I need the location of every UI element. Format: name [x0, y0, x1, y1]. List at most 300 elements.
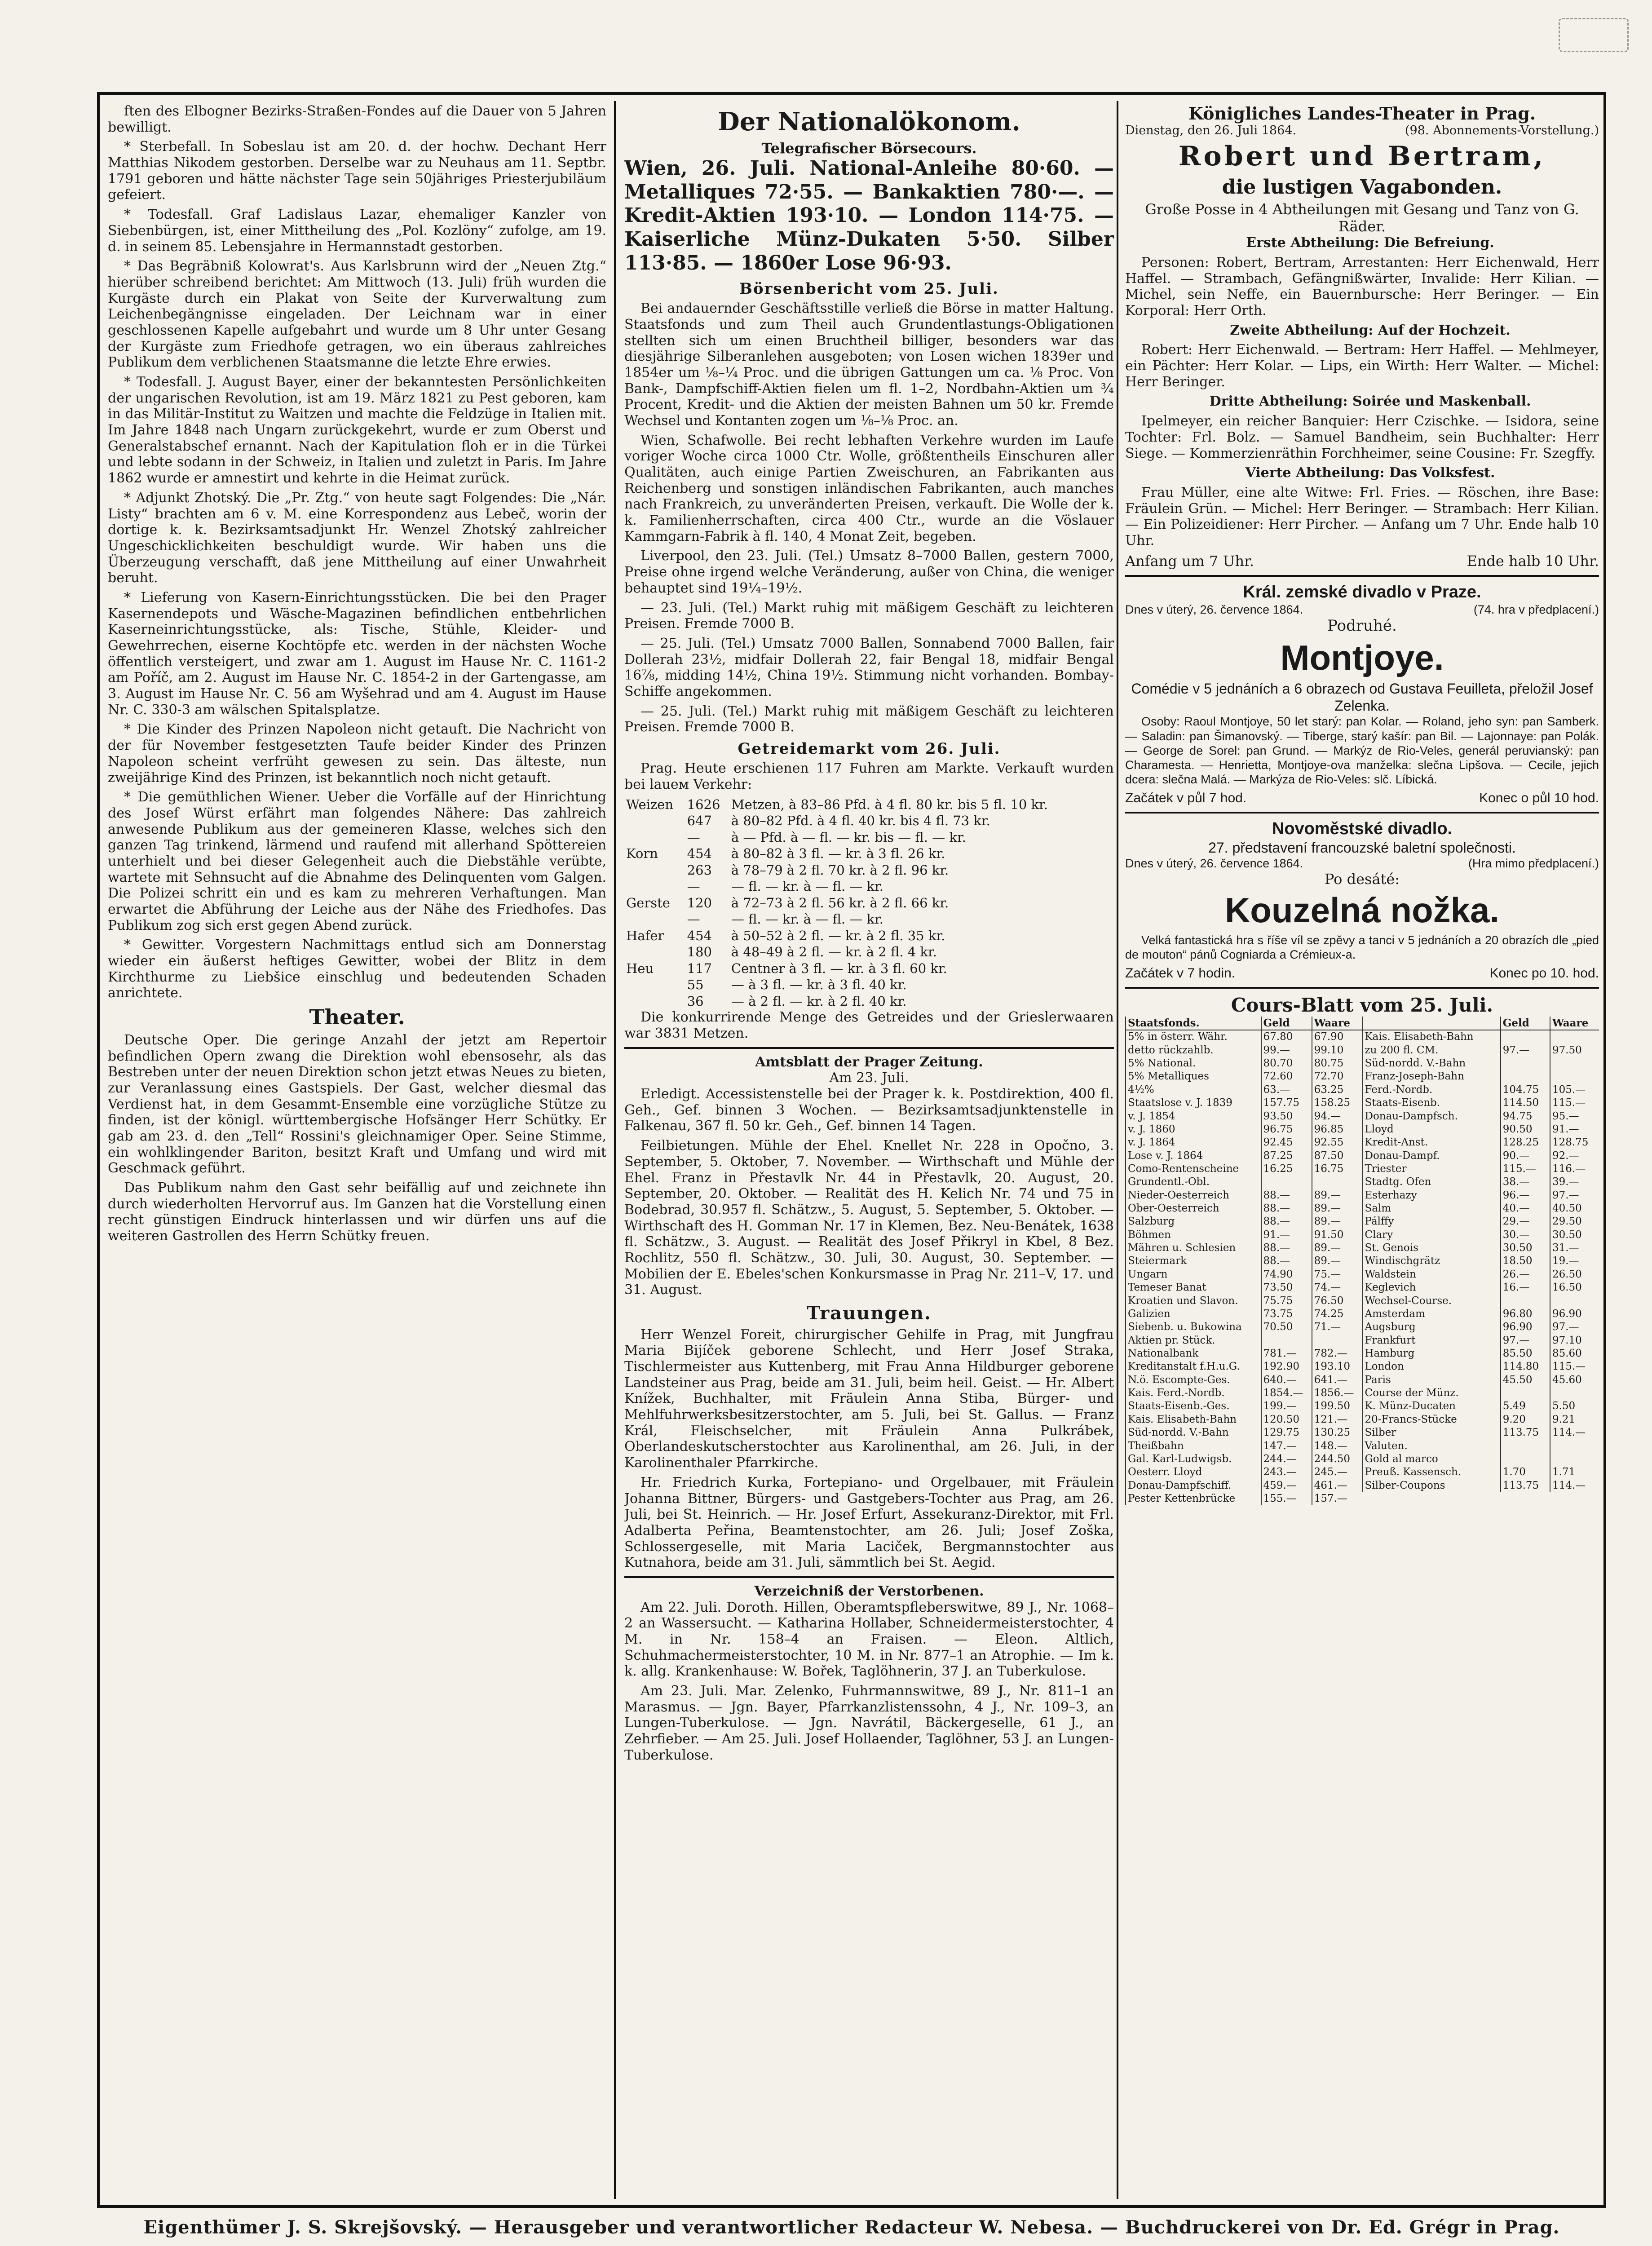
- table-cell: 16.25: [1261, 1163, 1312, 1176]
- table-cell: Donau-Dampfsch.: [1363, 1110, 1501, 1123]
- table-row: [1363, 1413, 1599, 1426]
- news-paragraph: * Todesfall. Graf Ladislaus Lazar, ehemaliger Kanzler von Siebenbürgen, ist, einer Mittheilung des „Pol. Kozlöny“ zufolge, am 19. d. in seinem 85. Lebensjahre in Hermannstadt gestorben.: [108, 207, 606, 255]
- table-cell: 16.50: [1550, 1281, 1599, 1294]
- table-cell: [1501, 1387, 1550, 1400]
- theater2-date: Dnes v úterý, 26. července 1864.: [1125, 602, 1303, 616]
- table-cell: Kais. Elisabeth-Bahn: [1126, 1413, 1261, 1426]
- table-cell: [1501, 1070, 1550, 1083]
- table-row: [1126, 1030, 1362, 1043]
- table-cell: 75.75: [1261, 1295, 1312, 1308]
- table-row: [1363, 1110, 1599, 1123]
- table-row: [624, 928, 1114, 944]
- table-cell: 129.75: [1261, 1426, 1312, 1439]
- table-cell: 30.50: [1501, 1242, 1550, 1255]
- column-1: [108, 103, 606, 1248]
- table-row: [1363, 1400, 1599, 1413]
- table-cell: Triester: [1363, 1163, 1501, 1176]
- table-cell: Lose v. J. 1864: [1126, 1150, 1261, 1163]
- table-row: [1126, 1347, 1362, 1360]
- table-cell: K. Münz-Ducaten: [1363, 1400, 1501, 1413]
- trauungen-paragraph: Hr. Friedrich Kurka, Fortepiano- und Orgelbauer, mit Fräulein Johanna Bittner, Bürgers- und Gastgebers-Tochter aus Prag, am 26. Juli, bei St. Heinrich. — Hr. Josef Erfurt, Assekuranz-Direktor, mit Frl. Adalberta Peřina, Beamtenstochter, am 26. Juli; Josef Zoška, Schlossergeselle, mit Maria Laciček, Bergmannstochter aus Kutnahora, beide am 31. Juli, sämmtlich bei St. Aegid.: [624, 1474, 1114, 1571]
- table-row: [1363, 1176, 1599, 1189]
- kurs-tables: [1125, 1017, 1599, 1505]
- theater-heading: Theater.: [309, 1005, 405, 1030]
- table-cell: 9.20: [1501, 1413, 1550, 1426]
- table-cell: 193.10: [1312, 1360, 1362, 1373]
- theater1-title: Robert und Bertram,: [1178, 141, 1546, 172]
- theater3-start: Začátek v 7 hodin.: [1125, 966, 1236, 981]
- table-cell: Wechsel-Course.: [1363, 1295, 1501, 1308]
- table-cell: 97.—: [1550, 1189, 1599, 1202]
- table-row: [1126, 1360, 1362, 1373]
- table-cell: 454: [687, 928, 712, 943]
- column-rule-2: [1117, 101, 1118, 2199]
- table-row: [1126, 1453, 1362, 1466]
- amtsblatt-paragraph: Erledigt. Accessistenstelle bei der Prager k. k. Postdirektion, 400 fl. Geh., Gef. binnen 3 Wochen. — Bezirksamtsadjunktenstelle in Falkenau, 367 fl. 50 kr. Geh., Gef. binnen 14 Tagen.: [624, 1086, 1114, 1134]
- table-row: [1363, 1189, 1599, 1202]
- table-cell: 29.—: [1501, 1215, 1550, 1228]
- table-cell: Metzen, à 83–86 Pfd. à 4 fl. 80 kr. bis 5 fl. 10 kr.: [731, 796, 1048, 812]
- theater1-body: Robert: Herr Eichenwald. — Bertram: Herr Haffel. — Mehlmeyer, ein Pächter: Herr Kolar. — Lips, ein Wirth: Herr Walter. — Michel: Herr Beringer.: [1125, 342, 1599, 390]
- theater2-start: Začátek v půl 7 hod.: [1125, 791, 1247, 806]
- theater3-body: Velká fantastická hra s říše víl se zpěvy a tanci v 5 jednáních a 20 obrazích dle „pied de mouton“ pánů Cogniarda a Crémieux-a.: [1125, 933, 1599, 962]
- table-cell: 45.50: [1501, 1374, 1550, 1387]
- table-cell: Donau-Dampfschiff.: [1126, 1479, 1261, 1492]
- table-row: [624, 895, 1114, 911]
- table-cell: 114.80: [1501, 1360, 1550, 1373]
- table-cell: Hamburg: [1363, 1347, 1501, 1360]
- table-cell: Korn: [626, 846, 658, 862]
- table-cell: Keglevich: [1363, 1281, 1501, 1294]
- table-cell: 155.—: [1261, 1492, 1312, 1505]
- table-cell: 92.—: [1550, 1150, 1599, 1163]
- table-cell: — à 3 fl. — kr. à 3 fl. 40 kr.: [731, 977, 907, 993]
- table-row: [1363, 1150, 1599, 1163]
- table-cell: 147.—: [1261, 1440, 1312, 1453]
- kurs-col-header: Waare: [1312, 1017, 1362, 1030]
- table-row: [1363, 1426, 1599, 1439]
- table-cell: 76.50: [1312, 1295, 1362, 1308]
- table-row: [1126, 1110, 1362, 1123]
- table-row: [1363, 1044, 1599, 1057]
- table-cell: 180: [687, 944, 712, 960]
- table-cell: 89.—: [1312, 1202, 1362, 1215]
- table-cell: Nieder-Oesterreich: [1126, 1189, 1261, 1202]
- table-cell: 99.10: [1312, 1044, 1362, 1057]
- table-row: [1363, 1215, 1599, 1228]
- table-cell: Salzburg: [1126, 1215, 1261, 1228]
- kurs-table-left: [1125, 1017, 1362, 1505]
- table-row: [1126, 1400, 1362, 1413]
- library-stamp: [1559, 18, 1629, 52]
- table-cell: Clary: [1363, 1229, 1501, 1242]
- theater2-cast: Osoby: Raoul Montjoye, 50 let starý: pan Kolar. — Roland, jeho syn: pan Samberk. — Saladin: pan Šimanovský. — Tiberge, starý kašír: pan Bil. — Lajonnaye: pan Polák. — George de Sorel: pan Grund. — Markýz de Rio-Veles, generál peruvianský: pan Charamesta. — Henrietta, Montjoye-ova manželka: slečna Lipšova. — Cecile, jejich dcera: slečna Malá. — Markýza de Rio-Veles: slč. Líbická.: [1125, 715, 1599, 786]
- amtsblatt-date: Am 23. Juli.: [829, 1070, 909, 1086]
- table-row: [1363, 1057, 1599, 1070]
- table-row: [1126, 1229, 1362, 1242]
- table-cell: 26.50: [1550, 1268, 1599, 1281]
- table-row: [624, 829, 1114, 846]
- vienna-quote: Wien, 26. Juli. National-Anleihe 80·60. — Metalliques 72·55. — Bankaktien 780·—. — Kredit-Aktien 193·10. — London 114·75. — Kaiserliche Münz-Dukaten 5·50. Silber 113·85. — 1860er Lose 96·93.: [624, 156, 1114, 274]
- table-cell: 117: [687, 960, 712, 976]
- verstorbene-heading: Verzeichniß der Verstorbenen.: [754, 1583, 984, 1599]
- table-row: [1363, 1360, 1599, 1373]
- table-cell: 36: [687, 993, 704, 1009]
- table-cell: 104.75: [1501, 1083, 1550, 1096]
- table-cell: [1501, 1030, 1550, 1043]
- table-cell: [1550, 1440, 1599, 1453]
- table-cell: Süd-nordd. V.-Bahn: [1363, 1057, 1501, 1070]
- trauungen-paragraph: Herr Wenzel Foreit, chirurgischer Gehilfe in Prag, mit Jungfrau Maria Bijíček geborene Schlecht, und Herr Josef Straka, Tischlermeister aus Kuttenberg, mit Frau Anna Hildburger geborene Landsteiner aus Prag, beide am 31. Juli, beim heil. Geist. — Hr. Albert Knížek, Buchhalter, mit Fräulein Anna Stiba, Bürger- und Mehlfuhrwerksbesitzerstochter, am 5. Juli, bei St. Gallus. — Franz Král, Fleischselcher, mit Fräulein Anna Pulkrábek, Oberlandeskutscherstochter aus Karolinenthal, am 26. Juli, in der Karolinenthaler Pfarrkirche.: [624, 1326, 1114, 1471]
- table-cell: 99.—: [1261, 1044, 1312, 1057]
- table-cell: 63.—: [1261, 1083, 1312, 1096]
- table-cell: 97.10: [1550, 1334, 1599, 1347]
- news-paragraph: * Todesfall. J. August Bayer, einer der bekanntesten Persönlichkeiten der ungarischen Revolution, ist am 19. März 1821 zu Pest geboren, kam in das Militär-Institut zu Waitzen und machte die Feldzüge in Italien mit. Im Jahre 1848 nach Ungarn zurückgekehrt, wurde er zum Oberst und Generalstabschef ernannt. Nach der Kapitulation floh er in die Türkei und lebte sodann in der Schweiz, in Italien und zuletzt in Paris. Im Jahre 1862 wurde er amnestirt und kehrte in die Heimat zurück.: [108, 374, 606, 486]
- table-cell: 31.—: [1550, 1242, 1599, 1255]
- table-cell: Ungarn: [1126, 1268, 1261, 1281]
- news-paragraph: * Das Begräbniß Kolowrat's. Aus Karlsbrunn wird der „Neuen Ztg.“ hierüber schreibend berichtet: Am Mittwoch (13. Juli) früh wurden die Kurgäste durch ein Plakat von Seite der Kurverwaltung zum Leichenbegängnisse eingeladen. Der Leichnam war in einer geschlossenen Kapelle aufgebahrt und wurde um 8 Uhr unter Gesang der Kurgäste zum Friedhofe getragen, wo ein überaus zahlreiches Publikum dem verblichenen Staatsmanne die letzte Ehre erwies.: [108, 258, 606, 371]
- getreide-heading: Getreidemarkt vom 26. Juli.: [738, 740, 1001, 758]
- table-cell: Gerste: [626, 895, 670, 911]
- table-row: [1363, 1295, 1599, 1308]
- table-row: [1126, 1308, 1362, 1321]
- theater2-desc: Comédie v 5 jednáních a 6 obrazech od Gustava Feuilleta, přeložil Josef Zelenka.: [1131, 681, 1593, 714]
- table-row: [1363, 1202, 1599, 1215]
- table-cell: 121.—: [1312, 1413, 1362, 1426]
- news-paragraph: * Gewitter. Vorgestern Nachmittags entlud sich am Donnerstag wieder ein äußerst heftiges Gewitter, wobei der Blitz in dem Kirchthurme zu Liebšice einschlug und bedeutenden Schaden anrichtete.: [108, 937, 606, 1001]
- table-row: [624, 878, 1114, 895]
- table-row: [1126, 1255, 1362, 1268]
- table-row: [624, 911, 1114, 928]
- table-row: [1363, 1308, 1599, 1321]
- table-cell: 128.75: [1550, 1136, 1599, 1149]
- table-cell: v. J. 1864: [1126, 1136, 1261, 1149]
- kurs-table-right: [1362, 1017, 1599, 1492]
- theater-paragraph: Deutsche Oper. Die geringe Anzahl der jetzt am Repertoir befindlichen Opern zwang die Direktion wohl ebensosehr, als das Bestreben unter der neuen Direktion schon jetzt etwas Neues zu bieten, zur Veranlassung eines Gastspiels. Der Gast, welcher diesmal das Verdienst hat, in dem Gesammt-Ensemble eine vorzügliche Stütze zu finden, ist der königl. württembergische Hofsänger Herr Schütky. Er gab am 23. d. den „Tell“ Rossini's gleichnamiger Oper. Seine Stimme, ein wohlklingender Bariton, besitzt Kraft und Umfang und wird mit Geschmack geführt.: [108, 1032, 606, 1176]
- table-cell: 74.25: [1312, 1308, 1362, 1321]
- table-cell: — à 2 fl. — kr. à 2 fl. 40 kr.: [731, 993, 907, 1009]
- table-cell: 90.—: [1501, 1150, 1550, 1163]
- table-row: [1126, 1492, 1362, 1505]
- table-cell: Centner à 3 fl. — kr. à 3 fl. 60 kr.: [731, 960, 947, 976]
- theater1-body: Dritte Abtheilung: Soirée und Maskenball.: [1209, 393, 1531, 410]
- table-cell: St. Genois: [1363, 1242, 1501, 1255]
- table-cell: [1261, 1334, 1312, 1347]
- table-cell: 244.—: [1261, 1453, 1312, 1466]
- table-cell: Silber-Coupons: [1363, 1479, 1501, 1492]
- boersen-heading: Börsenbericht vom 25. Juli.: [739, 279, 999, 298]
- news-paragraph: * Lieferung von Kasern-Einrichtungsstücken. Die bei den Prager Kasernendepots und Wäsche-Magazinen befindlichen entbehrlichen Kaserneinrichtungsstücke, als: Tische, Stühle, Kleider- und Gewehrrechen, eiserne Kochtöpfe etc. werden in der nächsten Woche öffentlich versteigert, und zwar am 1. August im Hause Nr. C. 1161-2 am Poříč, am 2. August im Hause Nr. C. 1854-2 in der Gartengasse, am 3. August im Hause Nr. C. 56 am Wyšehrad und am 4. August im Hause Nr. C. 330-3 am wälschen Spitalsplatze.: [108, 589, 606, 718]
- table-cell: 72.60: [1261, 1070, 1312, 1083]
- table-cell: Aktien pr. Stück.: [1126, 1334, 1261, 1347]
- kurs-heading: Cours-Blatt vom 25. Juli.: [1231, 994, 1493, 1017]
- table-cell: 16.75: [1312, 1163, 1362, 1176]
- table-cell: 88.—: [1261, 1242, 1312, 1255]
- theater3-date: Dnes v úterý, 26. července 1864.: [1125, 857, 1303, 871]
- table-cell: Augsburg: [1363, 1321, 1501, 1334]
- news-paragraph: * Die Kinder des Prinzen Napoleon nicht getauft. Die Nachricht von der für November festgesetzten Taufe beider Kinder des Prinzen Napoleon scheint verfrüht gewesen zu sein. Das älteste, nun zweijährige Kind des Prinzen, ist bekanntlich noch nicht getauft.: [108, 721, 606, 786]
- table-cell: 114.—: [1550, 1426, 1599, 1439]
- theater3-end: Konec po 10. hod.: [1489, 966, 1599, 981]
- table-cell: 91.50: [1312, 1229, 1362, 1242]
- table-row: [1363, 1466, 1599, 1479]
- table-cell: —: [687, 879, 700, 894]
- table-cell: à 48–49 à 2 fl. — kr. à 2 fl. 4 kr.: [731, 944, 937, 960]
- table-cell: 199.50: [1312, 1400, 1362, 1413]
- table-cell: 640.—: [1261, 1374, 1312, 1387]
- table-cell: Amsterdam: [1363, 1308, 1501, 1321]
- table-cell: 1854.—: [1261, 1387, 1312, 1400]
- news-paragraph: * Adjunkt Zhotský. Die „Pr. Ztg.“ von heute sagt Folgendes: Die „Nár. Listy“ brachten am 6 v. M. eine Korrespondenz aus Lebeč, worin der dortige k. k. Bezirksamtsadjunkt Hr. Wenzel Zhotský zahlreicher Ungeschicklichkeiten beschuldigt wurde. Wir haben uns die Überzeugung verschafft, daß jene Mittheilung auf einer Unwahrheit beruht.: [108, 490, 606, 586]
- table-cell: detto rückzahlb.: [1126, 1044, 1261, 1057]
- boersen-paragraph: — 23. Juli. (Tel.) Markt ruhig mit mäßigem Geschäft zu leichteren Preisen. Fremde 7000 B.: [624, 600, 1114, 632]
- theater1-date: Dienstag, den 26. Juli 1864.: [1125, 124, 1297, 138]
- table-cell: 96.80: [1501, 1308, 1550, 1321]
- table-cell: Gold al marco: [1363, 1453, 1501, 1466]
- table-cell: Hafer: [626, 928, 664, 943]
- table-cell: 73.75: [1261, 1308, 1312, 1321]
- table-cell: 781.—: [1261, 1347, 1312, 1360]
- theater1-body: Vierte Abtheilung: Das Volksfest.: [1245, 465, 1495, 481]
- table-cell: 73.50: [1261, 1281, 1312, 1294]
- table-cell: London: [1363, 1360, 1501, 1373]
- table-cell: 5% National.: [1126, 1057, 1261, 1070]
- table-cell: [1501, 1057, 1550, 1070]
- table-cell: Lloyd: [1363, 1123, 1501, 1136]
- table-cell: 87.50: [1312, 1150, 1362, 1163]
- table-cell: Weizen: [626, 796, 673, 812]
- table-cell: 96.75: [1261, 1123, 1312, 1136]
- table-cell: Nationalbank: [1126, 1347, 1261, 1360]
- table-row: [1126, 1202, 1362, 1215]
- grain-price-table: [624, 796, 1114, 1010]
- table-cell: — fl. — kr. à — fl. — kr.: [731, 879, 883, 894]
- table-row: [1126, 1136, 1362, 1149]
- table-row: [1363, 1136, 1599, 1149]
- table-cell: [1550, 1030, 1599, 1043]
- theater2-title: Montjoye.: [1280, 637, 1444, 677]
- table-cell: Böhmen: [1126, 1229, 1261, 1242]
- table-cell: [624, 977, 685, 993]
- theater3-abo: (Hra mimo předplacení.): [1468, 857, 1599, 871]
- table-cell: à — Pfd. à — fl. — kr. bis — fl. — kr.: [731, 829, 966, 845]
- table-cell: à 80–82 à 3 fl. — kr. à 3 fl. 26 kr.: [731, 846, 945, 862]
- table-row: [1363, 1374, 1599, 1387]
- news-paragraph: * Sterbefall. In Sobeslau ist am 20. d. der hochw. Dechant Herr Matthias Nikodem gestorben. Derselbe war zu Neuhaus am 11. Septbr. 1791 geboren und hätte nächster Tage sein 50jähriges Priesterjubiläum gefeiert.: [108, 139, 606, 203]
- table-cell: Süd-nordd. V.-Bahn: [1126, 1426, 1261, 1439]
- table-cell: Ferd.-Nordb.: [1363, 1083, 1501, 1096]
- kurs-col-header: Waare: [1550, 1017, 1599, 1030]
- table-cell: 157.—: [1312, 1492, 1362, 1505]
- table-cell: 16.—: [1501, 1281, 1550, 1294]
- table-row: [1363, 1123, 1599, 1136]
- table-row: [1126, 1321, 1362, 1334]
- column-2: [624, 103, 1114, 1767]
- table-cell: 20-Francs-Stücke: [1363, 1413, 1501, 1426]
- table-cell: 70.50: [1261, 1321, 1312, 1334]
- table-cell: 67.80: [1261, 1030, 1312, 1043]
- theater1-body: Zweite Abtheilung: Auf der Hochzeit.: [1230, 322, 1511, 338]
- table-cell: [624, 878, 685, 895]
- table-cell: [1550, 1295, 1599, 1308]
- table-cell: Ober-Oesterreich: [1126, 1202, 1261, 1215]
- table-cell: 97.50: [1550, 1044, 1599, 1057]
- theater1-subtitle: die lustigen Vagabonden.: [1222, 175, 1502, 199]
- table-row: [624, 862, 1114, 879]
- table-cell: 63.25: [1312, 1083, 1362, 1096]
- table-cell: 38.—: [1501, 1176, 1550, 1189]
- table-row: [1126, 1334, 1362, 1347]
- table-row: [624, 796, 1114, 813]
- table-row: [1126, 1176, 1362, 1189]
- table-row: [1363, 1070, 1599, 1083]
- table-cell: Galizien: [1126, 1308, 1261, 1321]
- theater1-start: Anfang um 7 Uhr.: [1125, 552, 1254, 570]
- table-row: [1363, 1083, 1599, 1096]
- table-row: [624, 993, 1114, 1010]
- table-cell: 91.—: [1261, 1229, 1312, 1242]
- table-cell: 158.25: [1312, 1096, 1362, 1110]
- table-cell: 120.50: [1261, 1413, 1312, 1426]
- table-cell: [1501, 1295, 1550, 1308]
- table-row: [1363, 1347, 1599, 1360]
- table-row: [1126, 1070, 1362, 1083]
- kurs-col-header: Geld: [1261, 1017, 1312, 1030]
- boersen-paragraph: Bei andauernder Geschäftsstille verließ die Börse in matter Haltung. Staatsfonds und zum Theil auch Grundentlastungs-Obligationen stellten sich um einen Bruchtheil billiger, besonders war das diesjährige Silberanlehen ausgeboten; von Losen wichen 1839er und 1854er um ⅛–¼ Proc. und die übrigen Gattungen um ca. ⅛ Proc. Von Bank-, Dampfschiff-Aktien fielen um fl. 1–2, Nordbahn-Aktien um ¾ Procent, Kredit- und die Aktien der meisten Bahnen um 50 kr. Fremde Wechsel und Kontanten zogen um ⅛–⅛ Proc. an.: [624, 301, 1114, 429]
- theater2-pre: Podruhé.: [1327, 617, 1397, 635]
- table-row: [1363, 1440, 1599, 1453]
- table-cell: 92.45: [1261, 1136, 1312, 1149]
- theater1-end: Ende halb 10 Uhr.: [1466, 552, 1599, 570]
- theater-paragraph: Das Publikum nahm den Gast sehr beifällig auf und zeichnete ihn durch wiederholten Hervorruf aus. Im Ganzen hat die Vorstellung einen recht günstigen Eindruck hinterlassen und wir dürfen uns auf die weiteren Gastrollen des Herrn Schütky freuen.: [108, 1180, 606, 1244]
- table-cell: à 78–79 à 2 fl. 70 kr. à 2 fl. 96 kr.: [731, 862, 949, 878]
- table-row: [1126, 1189, 1362, 1202]
- table-cell: 199.—: [1261, 1400, 1312, 1413]
- table-row: [1363, 1255, 1599, 1268]
- table-cell: —: [687, 829, 700, 845]
- table-cell: 114.—: [1550, 1479, 1599, 1492]
- table-cell: 1856.—: [1312, 1387, 1362, 1400]
- table-row: [1363, 1453, 1599, 1466]
- getreide-intro: Prag. Heute erschienen 117 Fuhren am Markte. Verkauft wurden bei laueм Verkehr:: [624, 760, 1114, 793]
- table-cell: 782.—: [1312, 1347, 1362, 1360]
- theater2-heading: Král. zemské divadlo v Praze.: [1243, 582, 1481, 601]
- table-cell: [1501, 1453, 1550, 1466]
- table-cell: Stadtg. Ofen: [1363, 1176, 1501, 1189]
- table-row: [1126, 1268, 1362, 1281]
- table-row: [624, 960, 1114, 977]
- table-cell: 71.—: [1312, 1321, 1362, 1334]
- table-cell: 94.75: [1501, 1110, 1550, 1123]
- table-cell: Preuß. Kassensch.: [1363, 1466, 1501, 1479]
- table-cell: 30.—: [1501, 1229, 1550, 1242]
- divider: [1125, 812, 1599, 814]
- table-row: [1363, 1281, 1599, 1294]
- theater1-desc: Große Posse in 4 Abtheilungen mit Gesang und Tanz von G. Räder.: [1145, 201, 1579, 235]
- table-cell: [624, 944, 685, 960]
- table-cell: Silber: [1363, 1426, 1501, 1439]
- table-cell: 148.—: [1312, 1440, 1362, 1453]
- table-cell: 88.—: [1261, 1255, 1312, 1268]
- table-cell: à 50–52 à 2 fl. — kr. à 2 fl. 35 kr.: [731, 928, 945, 943]
- table-cell: 94.—: [1312, 1110, 1362, 1123]
- table-cell: 96.—: [1501, 1189, 1550, 1202]
- table-row: [1126, 1295, 1362, 1308]
- table-cell: 459.—: [1261, 1479, 1312, 1492]
- table-cell: [624, 813, 685, 829]
- table-cell: 96.85: [1312, 1123, 1362, 1136]
- table-cell: 89.—: [1312, 1189, 1362, 1202]
- table-cell: 115.—: [1550, 1096, 1599, 1110]
- table-row: [1363, 1387, 1599, 1400]
- theater3-pre: Po desáté:: [1324, 871, 1400, 888]
- table-cell: Staats-Eisenb.: [1363, 1096, 1501, 1110]
- table-cell: à 72–73 à 2 fl. 56 kr. à 2 fl. 66 kr.: [731, 895, 949, 911]
- table-cell: 96.90: [1501, 1321, 1550, 1334]
- table-cell: 157.75: [1261, 1096, 1312, 1110]
- table-cell: Siebenb. u. Bukowina: [1126, 1321, 1261, 1334]
- table-cell: Temeser Banat: [1126, 1281, 1261, 1294]
- table-cell: 244.50: [1312, 1453, 1362, 1466]
- amtsblatt-heading: Amtsblatt der Prager Zeitung.: [755, 1054, 983, 1070]
- kurs-col-header: [1363, 1017, 1501, 1030]
- table-cell: 85.60: [1550, 1347, 1599, 1360]
- table-cell: Pester Kettenbrücke: [1126, 1492, 1261, 1505]
- table-cell: 74.90: [1261, 1268, 1312, 1281]
- table-row: [1126, 1150, 1362, 1163]
- table-cell: Valuten.: [1363, 1440, 1501, 1453]
- table-row: [1126, 1426, 1362, 1439]
- table-cell: 9.21: [1550, 1413, 1599, 1426]
- table-cell: Kredit-Anst.: [1363, 1136, 1501, 1149]
- table-row: [1363, 1096, 1599, 1110]
- table-row: [1363, 1163, 1599, 1176]
- table-cell: Staats-Eisenb.-Ges.: [1126, 1400, 1261, 1413]
- boersen-paragraph: — 25. Juli. (Tel.) Umsatz 7000 Ballen, Sonnabend 7000 Ballen, fair Dollerah 23½, midfair Dollerah 22, fair Bengal 18, midfair Bengal 16⅞, midding 14½, China 19½. Stimmung nicht vorhanden. Bombay-Schiffe angekommen.: [624, 635, 1114, 699]
- table-cell: [1550, 1387, 1599, 1400]
- table-cell: 114.50: [1501, 1096, 1550, 1110]
- table-cell: Pálffy: [1363, 1215, 1501, 1228]
- table-row: [624, 845, 1114, 862]
- table-row: [1126, 1413, 1362, 1426]
- table-row: [1126, 1479, 1362, 1492]
- boersen-paragraph: Wien, Schafwolle. Bei recht lebhaften Verkehre wurden im Laufe voriger Woche circa 1000 Ctr. Wolle, größtentheils Einschuren aller Qualitäten, auch einige Partien Zweischuren, an Fabrikanten aus Reichenberg und sonstigen inländischen Fabrikanten, auch manches nach Frankreich, zu unveränderten Preisen, verkauft. Die Wolle der k. k. Familienherrschaften, circa 400 Ctr., wurde an die Vöslauer Kammgarn-Fabrik à fl. 140, 4 Monat Zeit, begeben.: [624, 432, 1114, 544]
- table-cell: Waldstein: [1363, 1268, 1501, 1281]
- table-cell: Windischgrätz: [1363, 1255, 1501, 1268]
- table-cell: Theißbahn: [1126, 1440, 1261, 1453]
- table-cell: [624, 911, 685, 928]
- table-cell: 92.55: [1312, 1136, 1362, 1149]
- table-cell: Frankfurt: [1363, 1334, 1501, 1347]
- verstorbene-paragraph: Am 23. Juli. Mar. Zelenko, Fuhrmannswitwe, 89 J., Nr. 811–1 an Marasmus. — Jgn. Bayer, Pfarrkanzlistenssohn, 4 J., Nr. 109–3, an Lungen-Tuberkulose. — Jgn. Navrátil, Bäckergeselle, 61 J., an Zehrfieber. — Am 25. Juli. Josef Hollaender, Taglöhner, 53 J. an Lungen-Tuberkulose.: [624, 1683, 1114, 1763]
- telegraph-heading: Telegrafischer Börsecours.: [761, 139, 977, 157]
- table-cell: Grundentl.-Obl.: [1126, 1176, 1261, 1189]
- table-row: [1126, 1387, 1362, 1400]
- table-cell: 89.—: [1312, 1242, 1362, 1255]
- table-row: [1126, 1242, 1362, 1255]
- table-cell: 5% Metalliques: [1126, 1070, 1261, 1083]
- theater1-body: Personen: Robert, Bertram, Arrestanten: Herr Eichenwald, Herr Haffel. — Strambach, Gefängnißwärter, Invalide: Herr Kilian. — Michel, sein Neffe, ein Bauernbursche: Herr Beringer. — Ein Korporal: Herr Orth.: [1125, 254, 1599, 318]
- table-cell: Franz-Joseph-Bahn: [1363, 1070, 1501, 1083]
- table-cell: Heu: [626, 960, 654, 976]
- table-cell: 45.60: [1550, 1374, 1599, 1387]
- table-cell: Kreditanstalt f.H.u.G.: [1126, 1360, 1261, 1373]
- news-paragraph: * Die gemüthlichen Wiener. Ueber die Vorfälle auf der Hinrichtung des Josef Würst erfährt man folgendes Nähere: Das zahlreich anwesende Publikum aus der gemeineren Klasse, welches sich den ganzen Tag trinkend, lärmend und raufend mit allerhand Spöttereien unterhielt und bei dieser Gelegenheit auch die Diebstähle verübte, wartete mit Sehnsucht auf die Abnahme des Delinquenten vom Galgen. Die Polizei schritt ein und es kam zu mehreren Verhaftungen. Man erwartet die Abführung der Leiche aus der Nähe des Friedhofes. Das Publikum zog sich erst gegen Abend zurück.: [108, 789, 606, 933]
- theater1-abo: (98. Abonnements-Vorstellung.): [1405, 124, 1599, 138]
- table-cell: [1550, 1057, 1599, 1070]
- verstorbene-paragraph: Am 22. Juli. Doroth. Hillen, Oberamtspfleberswitwe, 89 J., Nr. 1068–2 an Wassersucht. — Katharina Hollaber, Schneidermeisterstochter, 4 M. in Nr. 158–4 an Fraisen. — Eleon. Altlich, Schuhmachermeisterstochter, 10 M. in Nr. 877–1 an Atrophie. — Im k. k. allg. Krankenhause: W. Bořek, Taglöhnerin, 37 J. an Tuberkulose.: [624, 1599, 1114, 1680]
- table-cell: Como-Rentenscheine: [1126, 1163, 1261, 1176]
